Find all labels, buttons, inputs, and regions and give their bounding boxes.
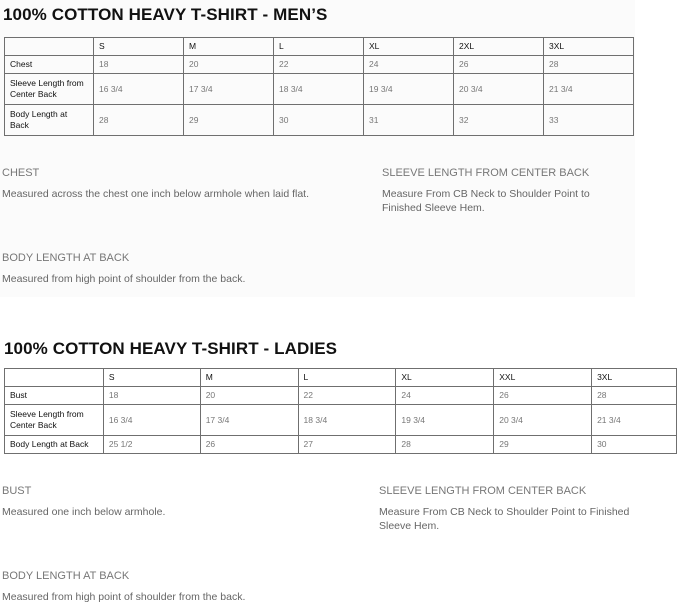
- table-row: [5, 105, 634, 136]
- table-cell: 27: [298, 436, 396, 454]
- sleeve-description: Measure From CB Neck to Shoulder Point to Finished Sleeve Hem.: [382, 188, 590, 214]
- table-cell: 21 3/4: [544, 74, 634, 105]
- table-cell: 18 3/4: [274, 74, 364, 105]
- ladies-sleeve-heading: SLEEVE LENGTH FROM CENTER BACK: [379, 485, 587, 497]
- table-cell: 18: [103, 387, 200, 405]
- ladies-sleeve-description: Measure From CB Neck to Shoulder Point to Finished Sleeve Hem.: [379, 506, 630, 532]
- table-cell: 28: [592, 387, 677, 405]
- row-label: Bust: [5, 387, 104, 405]
- table-cell: 26: [494, 387, 592, 405]
- table-cell: 33: [544, 105, 634, 136]
- mens-size-table: [4, 37, 634, 136]
- table-cell: 28: [544, 56, 634, 74]
- size-header: XL: [396, 369, 494, 387]
- size-header: S: [94, 38, 184, 56]
- table-cell: 19 3/4: [396, 405, 494, 436]
- table-cell: 16 3/4: [94, 74, 184, 105]
- table-row: [5, 436, 677, 454]
- size-header: L: [298, 369, 396, 387]
- table-cell: 21 3/4: [592, 405, 677, 436]
- size-header: S: [103, 369, 200, 387]
- table-cell: 31: [364, 105, 454, 136]
- row-label: Chest: [5, 56, 94, 74]
- table-cell: 22: [298, 387, 396, 405]
- table-cell: 30: [274, 105, 364, 136]
- table-cell: 22: [274, 56, 364, 74]
- chest-description: Measured across the chest one inch below armhole when laid flat.: [2, 188, 310, 200]
- body-length-heading: BODY LENGTH AT BACK: [2, 252, 130, 264]
- table-cell: 29: [184, 105, 274, 136]
- table-header-row: [5, 38, 634, 56]
- size-header: 3XL: [592, 369, 677, 387]
- size-header: L: [274, 38, 364, 56]
- row-label: Sleeve Length from Center Back: [5, 74, 94, 105]
- ladies-title: 100% COTTON HEAVY T-SHIRT - LADIES: [4, 339, 338, 358]
- header-blank-cell: [5, 369, 104, 387]
- row-label: Body Length at Back: [5, 436, 104, 454]
- table-cell: 18: [94, 56, 184, 74]
- size-header: M: [184, 38, 274, 56]
- table-cell: 20: [200, 387, 298, 405]
- table-cell: 25 1/2: [103, 436, 200, 454]
- table-cell: 20 3/4: [494, 405, 592, 436]
- row-label: Body Length at Back: [5, 105, 94, 136]
- table-row: [5, 74, 634, 105]
- table-cell: 20: [184, 56, 274, 74]
- ladies-body-length-heading: BODY LENGTH AT BACK: [2, 570, 130, 582]
- table-header-row: [5, 369, 677, 387]
- header-blank-cell: [5, 38, 94, 56]
- ladies-body-length-description: Measured from high point of shoulder from the back.: [2, 591, 246, 603]
- table-cell: 18 3/4: [298, 405, 396, 436]
- table-cell: 17 3/4: [184, 74, 274, 105]
- table-cell: 19 3/4: [364, 74, 454, 105]
- sleeve-heading: SLEEVE LENGTH FROM CENTER BACK: [382, 167, 590, 179]
- ladies-size-table: [4, 368, 677, 454]
- table-cell: 32: [454, 105, 544, 136]
- chest-heading: CHEST: [2, 167, 40, 179]
- table-row: [5, 56, 634, 74]
- size-header: XXL: [494, 369, 592, 387]
- table-cell: 26: [200, 436, 298, 454]
- table-row: [5, 387, 677, 405]
- body-length-description: Measured from high point of shoulder from the back.: [2, 273, 246, 285]
- size-header: M: [200, 369, 298, 387]
- table-row: [5, 405, 677, 436]
- table-cell: 17 3/4: [200, 405, 298, 436]
- table-cell: 28: [396, 436, 494, 454]
- size-header: 2XL: [454, 38, 544, 56]
- table-cell: 26: [454, 56, 544, 74]
- table-cell: 28: [94, 105, 184, 136]
- table-cell: 20 3/4: [454, 74, 544, 105]
- size-header: 3XL: [544, 38, 634, 56]
- table-cell: 16 3/4: [103, 405, 200, 436]
- size-header: XL: [364, 38, 454, 56]
- bust-heading: BUST: [2, 485, 32, 497]
- table-cell: 30: [592, 436, 677, 454]
- bust-description: Measured one inch below armhole.: [2, 506, 166, 518]
- row-label: Sleeve Length from Center Back: [5, 405, 104, 436]
- table-cell: 24: [396, 387, 494, 405]
- mens-title: 100% COTTON HEAVY T-SHIRT - MEN’S: [3, 5, 328, 24]
- table-cell: 29: [494, 436, 592, 454]
- table-cell: 24: [364, 56, 454, 74]
